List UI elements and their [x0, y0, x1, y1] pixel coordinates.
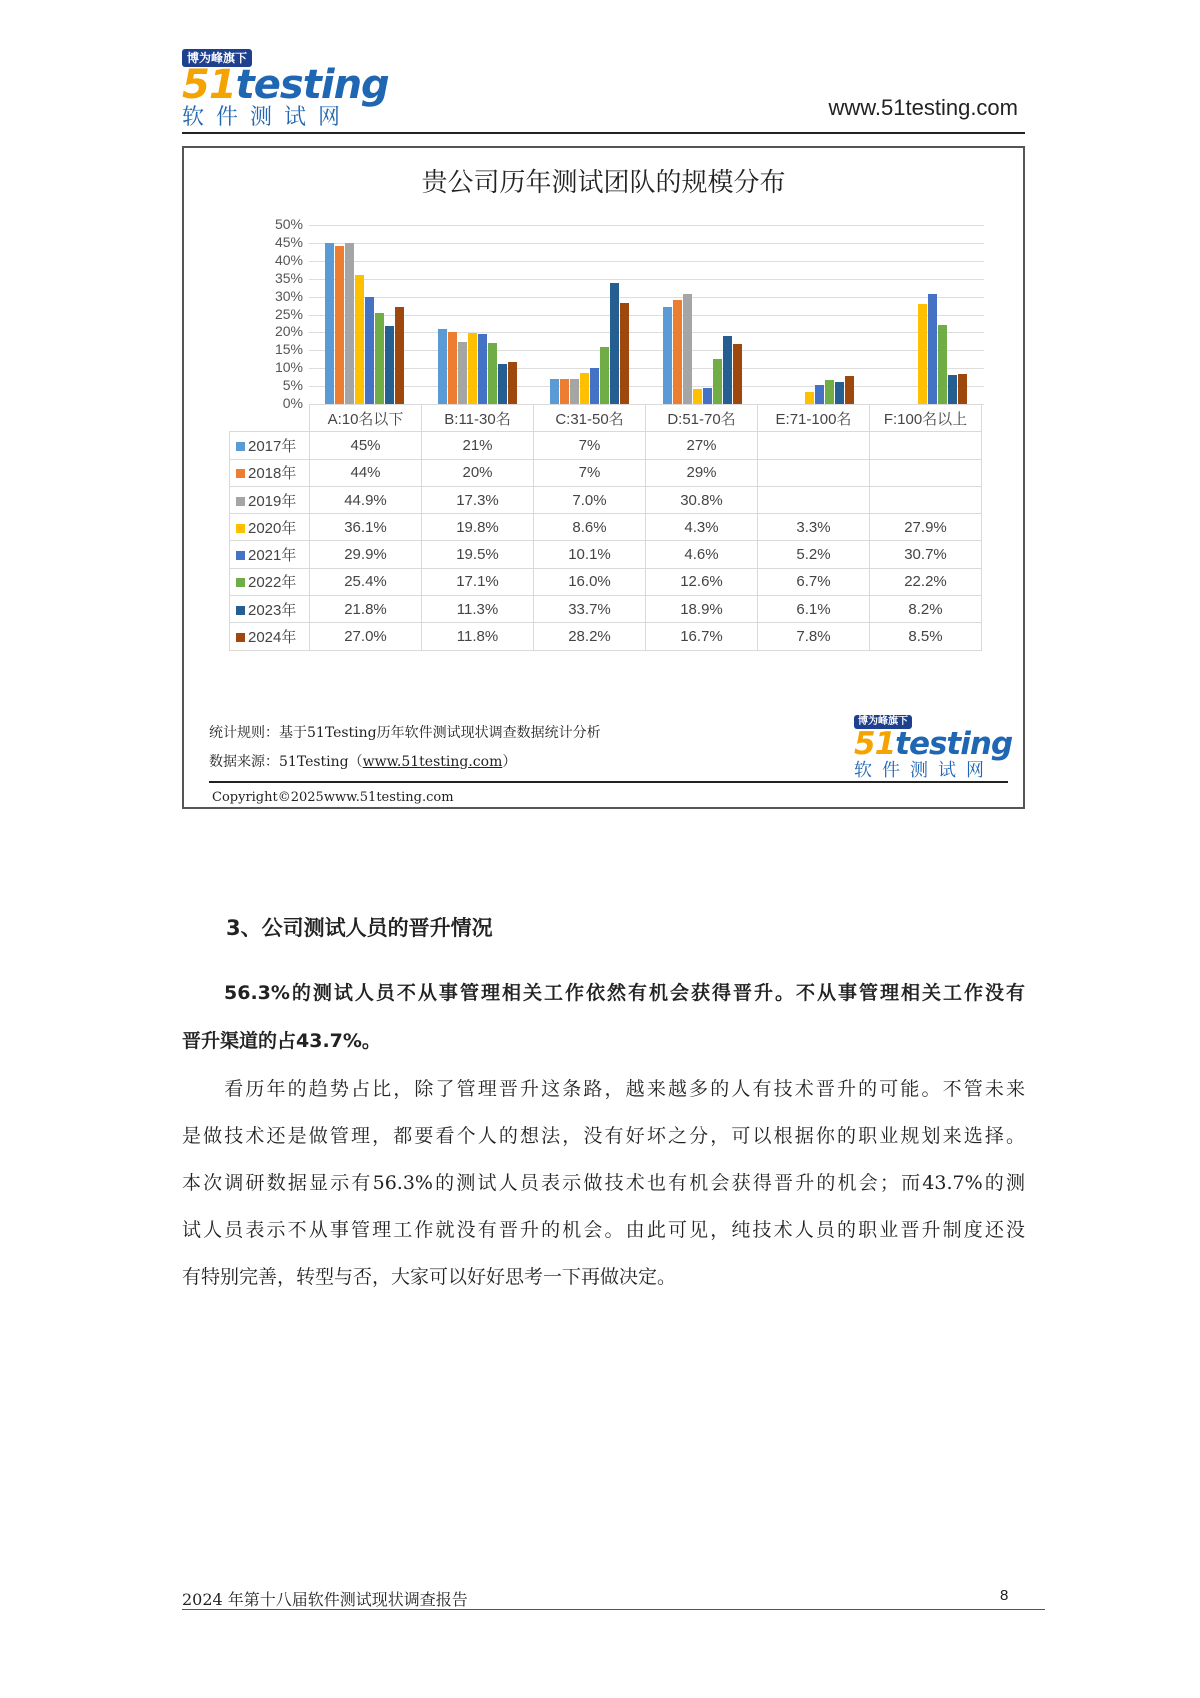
data-label: 45% [310, 432, 422, 459]
gridline [309, 350, 984, 351]
data-label: 7% [534, 459, 646, 486]
legend-swatch-icon [236, 606, 245, 615]
data-label: 7.8% [758, 623, 870, 650]
bar-2017年-B:11-30名 [438, 329, 447, 404]
header-divider [182, 132, 1025, 134]
legend-entry [230, 432, 310, 459]
bar-2020年-C:31-50名 [580, 373, 589, 404]
legend-entry [230, 596, 310, 623]
bar-2022年-C:31-50名 [600, 347, 609, 404]
bar-2021年-E:71-100名 [815, 385, 824, 404]
footer-divider [182, 1609, 1045, 1610]
y-tick-label: 30% [274, 287, 303, 304]
y-tick-label: 15% [274, 341, 303, 358]
logo-badge: 博为峰旗下 [182, 49, 252, 67]
bar-2017年-C:31-50名 [550, 379, 559, 404]
data-label [758, 486, 870, 513]
data-label: 27.9% [870, 514, 982, 541]
legend-label: 2022年 [248, 574, 297, 592]
data-label: 30.7% [870, 541, 982, 568]
data-label: 11.8% [422, 623, 534, 650]
table-row [230, 541, 982, 568]
data-label: 44% [310, 459, 422, 486]
bar-2023年-B:11-30名 [498, 364, 507, 404]
table-row [230, 432, 982, 459]
logo-badge: 博为峰旗下 [854, 715, 912, 729]
bar-2018年-B:11-30名 [448, 332, 457, 404]
y-tick-label: 10% [274, 359, 303, 376]
data-label: 11.3% [422, 596, 534, 623]
y-tick-label: 40% [274, 251, 303, 268]
copyright: Copyright©2025www.51testing.com [212, 790, 454, 805]
category-label: E:71-100名 [758, 405, 870, 432]
bold-line: 晋升渠道的占43.7%。 [182, 1030, 381, 1052]
table-row [230, 623, 982, 650]
data-label: 36.1% [310, 514, 422, 541]
bar-2024年-D:51-70名 [733, 344, 742, 404]
gridline [309, 279, 984, 280]
table-row [230, 596, 982, 623]
bar-2020年-F:100名以上 [918, 304, 927, 404]
chart-title: 贵公司历年测试团队的规模分布 [421, 168, 786, 198]
bar-2022年-B:11-30名 [488, 343, 497, 404]
data-label: 20% [422, 459, 534, 486]
data-label: 4.6% [646, 541, 758, 568]
legend-label: 2021年 [248, 547, 297, 565]
data-label: 27% [646, 432, 758, 459]
bar-2022年-F:100名以上 [938, 325, 947, 404]
gridline [309, 243, 984, 244]
source-prefix: 数据来源：51Testing（ [209, 754, 363, 770]
data-label: 8.2% [870, 596, 982, 623]
data-source [209, 751, 516, 771]
bar-2021年-F:100名以上 [928, 294, 937, 404]
gridline [309, 225, 984, 226]
bar-2024年-F:100名以上 [958, 374, 967, 404]
data-label: 4.3% [646, 514, 758, 541]
bar-2020年-E:71-100名 [805, 392, 814, 404]
bar-2019年-D:51-70名 [683, 294, 692, 404]
legend-entry [230, 623, 310, 650]
legend-swatch-icon [236, 469, 245, 478]
data-label: 25.4% [310, 568, 422, 595]
legend-label: 2024年 [248, 629, 297, 647]
logo-cn: 软件测试网 [854, 760, 994, 781]
legend-label: 2019年 [248, 492, 297, 510]
legend-swatch-icon [236, 551, 245, 560]
data-label: 7.0% [534, 486, 646, 513]
bar-2024年-B:11-30名 [508, 362, 517, 404]
bar-2019年-B:11-30名 [458, 342, 467, 404]
data-label [870, 432, 982, 459]
legend-label: 2017年 [248, 437, 297, 455]
y-tick-label: 20% [274, 323, 303, 340]
bar-2018年-A:10名以下 [335, 246, 344, 404]
logo [182, 47, 389, 129]
legend-label: 2018年 [248, 465, 297, 483]
gridline [309, 315, 984, 316]
legend-label: 2023年 [248, 601, 297, 619]
legend-swatch-icon [236, 633, 245, 642]
bar-2023年-C:31-50名 [610, 283, 619, 404]
gridline [309, 297, 984, 298]
bar-2019年-C:31-50名 [570, 379, 579, 404]
data-label: 21.8% [310, 596, 422, 623]
section-heading: 3、公司测试人员的晋升情况 [226, 916, 493, 940]
page-footer-title: 2024 年第十八届软件测试现状调查报告 [182, 1590, 468, 1609]
body-line: 本次调研数据显示有56.3%的测试人员表示做技术也有机会获得晋升的机会；而43.7%的测 [182, 1172, 1025, 1194]
legend-entry [230, 541, 310, 568]
site-url[interactable]: www.51testing.com [828, 95, 1018, 120]
bar-2022年-E:71-100名 [825, 380, 834, 404]
data-label: 29.9% [310, 541, 422, 568]
data-label: 17.3% [422, 486, 534, 513]
body-line: 有特别完善，转型与否，大家可以好好思考一下再做决定。 [182, 1266, 677, 1288]
data-label: 8.5% [870, 623, 982, 650]
body-line: 试人员表示不从事管理工作就没有晋升的机会。由此可见，纯技术人员的职业晋升制度还没 [182, 1219, 1025, 1241]
data-label: 29% [646, 459, 758, 486]
data-label: 16.0% [534, 568, 646, 595]
legend-label: 2020年 [248, 519, 297, 537]
logo-cn: 软件测试网 [182, 105, 353, 130]
data-label: 30.8% [646, 486, 758, 513]
gridline [309, 332, 984, 333]
data-label [758, 459, 870, 486]
gridline [309, 386, 984, 387]
table-header-row [230, 405, 982, 432]
bar-2021年-D:51-70名 [703, 388, 712, 404]
category-label: D:51-70名 [646, 405, 758, 432]
table-row [230, 459, 982, 486]
bar-2022年-D:51-70名 [713, 359, 722, 404]
y-tick-label: 25% [274, 305, 303, 322]
data-label: 16.7% [646, 623, 758, 650]
table-row [230, 486, 982, 513]
data-label: 44.9% [310, 486, 422, 513]
data-label: 19.5% [422, 541, 534, 568]
body-line: 是做技术还是做管理，都要看个人的想法，没有好坏之分，可以根据你的职业规划来选择。 [182, 1125, 1025, 1147]
logo-51: 51 [854, 726, 896, 762]
bar-2023年-A:10名以下 [385, 326, 394, 404]
data-label: 7% [534, 432, 646, 459]
table-row [230, 568, 982, 595]
bold-line: 56.3%的测试人员不从事管理相关工作依然有机会获得晋升。不从事管理相关工作没有 [182, 982, 1025, 1004]
notes-divider [209, 781, 1008, 783]
legend-entry [230, 568, 310, 595]
bar-2023年-E:71-100名 [835, 382, 844, 404]
data-label: 6.1% [758, 596, 870, 623]
bar-2017年-A:10名以下 [325, 243, 334, 404]
gridline [309, 368, 984, 369]
category-label: C:31-50名 [534, 405, 646, 432]
y-tick-label: 0% [282, 395, 303, 411]
data-label: 33.7% [534, 596, 646, 623]
bar-2021年-A:10名以下 [365, 297, 374, 404]
y-tick-label: 45% [274, 233, 303, 250]
data-label [758, 432, 870, 459]
data-label: 22.2% [870, 568, 982, 595]
data-label: 12.6% [646, 568, 758, 595]
legend-swatch-icon [236, 442, 245, 451]
logo-testing: testing [235, 62, 389, 108]
logo-testing: testing [895, 726, 1013, 762]
page-number: 8 [1000, 1587, 1009, 1604]
source-suffix: ） [502, 754, 517, 770]
bar-2017年-D:51-70名 [663, 307, 672, 404]
category-label: B:11-30名 [422, 405, 534, 432]
category-label: F:100名以上 [870, 405, 982, 432]
legend-swatch-icon [236, 497, 245, 506]
y-tick-label: 5% [282, 377, 303, 394]
bar-2020年-A:10名以下 [355, 275, 364, 404]
legend-entry [230, 459, 310, 486]
y-tick-label: 35% [274, 269, 303, 286]
data-label: 8.6% [534, 514, 646, 541]
data-label: 21% [422, 432, 534, 459]
gridline [309, 261, 984, 262]
chart-figure [182, 146, 1025, 809]
data-label: 28.2% [534, 623, 646, 650]
bar-2024年-E:71-100名 [845, 376, 854, 404]
data-table [229, 404, 982, 651]
data-label: 3.3% [758, 514, 870, 541]
bar-2020年-D:51-70名 [693, 389, 702, 404]
logo-51: 51 [182, 62, 236, 108]
bar-2019年-A:10名以下 [345, 243, 354, 404]
legend-entry [230, 486, 310, 513]
bar-2024年-C:31-50名 [620, 303, 629, 404]
bar-2021年-B:11-30名 [478, 334, 487, 404]
table-row [230, 514, 982, 541]
y-tick-label: 50% [274, 216, 303, 232]
legend-swatch-icon [236, 524, 245, 533]
bar-2018年-D:51-70名 [673, 300, 682, 404]
bar-2020年-B:11-30名 [468, 333, 477, 404]
body-line: 看历年的趋势占比，除了管理晋升这条路，越来越多的人有技术晋升的可能。不管未来 [182, 1078, 1025, 1100]
data-label: 5.2% [758, 541, 870, 568]
data-label: 27.0% [310, 623, 422, 650]
data-label: 10.1% [534, 541, 646, 568]
corner-cell [230, 405, 310, 432]
stat-rule: 统计规则：基于51Testing历年软件测试现状调查数据统计分析 [209, 725, 601, 741]
bar-2023年-F:100名以上 [948, 375, 957, 404]
source-link[interactable]: www.51testing.com [362, 754, 503, 770]
legend-swatch-icon [236, 578, 245, 587]
data-label: 6.7% [758, 568, 870, 595]
category-label: A:10名以下 [310, 405, 422, 432]
bar-2024年-A:10名以下 [395, 307, 404, 404]
bar-2021年-C:31-50名 [590, 368, 599, 404]
legend-entry [230, 514, 310, 541]
data-label: 18.9% [646, 596, 758, 623]
data-label [870, 486, 982, 513]
bar-2018年-C:31-50名 [560, 379, 569, 404]
data-label: 19.8% [422, 514, 534, 541]
chart-logo [854, 709, 1012, 780]
bar-2022年-A:10名以下 [375, 313, 384, 404]
data-label: 17.1% [422, 568, 534, 595]
bar-2023年-D:51-70名 [723, 336, 732, 404]
data-label [870, 459, 982, 486]
